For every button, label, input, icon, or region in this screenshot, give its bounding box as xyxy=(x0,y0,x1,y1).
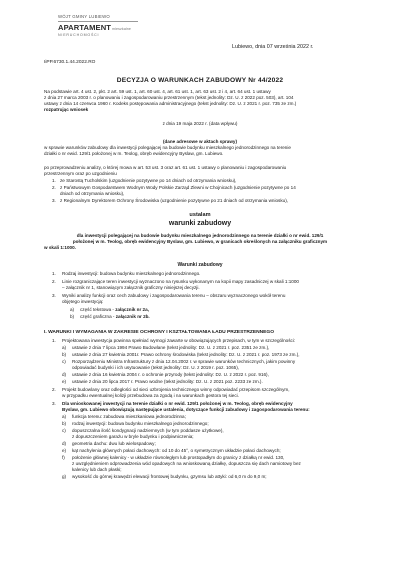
legal-basis-line: ustawy z dnia 14 czerwca 1960 r. Kodeks postępowania administracyjnego (tekst jednolity: Dz. U. z 2021 r. poz. 735 ze zm.) xyxy=(44,101,297,106)
section-subitem-line: wysokość do górnej krawędzi elewacji frontowej budynku, gzymsu lub attyki: od 6,0 m do 9,0 m; xyxy=(72,474,267,479)
legal-basis-tail: rozpatrując wniosek xyxy=(44,107,89,112)
section-item-line: Byslaw, gm. Lubiewo obowiązują następujące ustalenia, dotyczące funkcji zabudowy i zagospodarowania terenu: xyxy=(62,407,310,412)
section-subitem-line: Rozporządzeniu Ministra Infrastruktury z dnia 12.04.2002 r. w sprawie warunków technicznych, jakim powinny xyxy=(72,359,296,364)
conditions-heading: Warunki zabudowy xyxy=(177,262,223,268)
section-subitem-letter: b) xyxy=(62,421,67,426)
section-subitem-line: odpowiadać budynki i ich usytuowanie (tekst jednolity: Dz. U. z 2019 r. poz. 1065), xyxy=(72,365,239,370)
condition-subitem-attachment: załącznik nr 2a, xyxy=(115,307,149,312)
section-subitem-line: dopuszczalna ilość kondygnacji nadziemnych (w tym poddasze użytkowe), xyxy=(72,428,224,433)
section-subitem-letter: a) xyxy=(62,345,67,350)
section-subitem-line: z dopuszczeniem garażu w bryle budynku i podpiwniczenia; xyxy=(72,434,194,439)
condition-subitem-attachment: załącznik nr 2b. xyxy=(115,314,150,319)
section-subitem-letter: e) xyxy=(62,379,67,384)
section-i-heading: I. WARUNKI I WYMAGANIA W ZAKRESIE OCHRONY I KSZTAŁTOWANIA ŁADU PRZESTRZENNEGO xyxy=(44,330,275,335)
section-subitem-line: z uwzględnieniem odprowadzenia wód opadowych na wnioskowaną działkę, dopuszcza się dach namiotowy bez xyxy=(72,461,301,466)
agreement-line: ze Starostą Tucholskim (uzgodnienie pozytywne po 14 dniach od otrzymania wniosku), xyxy=(60,178,237,183)
procedure-line: po przeprowadzeniu analizy, o której mowa w art. 53 ust. 3 oraz art. 61 ust. 1 ustawy o planowaniu i zagospodarowaniu xyxy=(44,165,287,170)
condition-line: – załącznik nr 1, stanowiącym załącznik graficzny niniejszej decyzji. xyxy=(62,285,200,290)
section-item-line: Dla wnioskowanej inwestycji na terenie działki o nr ewid. 129/1 położonej w m. Teolog, obręb ewidencyjny xyxy=(62,401,293,406)
section-subitem-line: ustawie z dnia 7 lipca 1994 Prawo Budowlane (tekst jednolity: Dz. U. z 2021 r. poz. 2351 ze zm.), xyxy=(72,345,270,350)
agreement-number: 3. xyxy=(52,198,56,203)
section-subitem-line: ustawie z dnia 27 kwietnia 2001r. Prawo ochrony środowiska (tekst jednolity: Dz. U. z 2021 r. poz. 1973 ze zm.), xyxy=(72,352,300,357)
section-subitem-line: położenie głównej kalenicy - w układzie równoległym lub prostopadłym do granicy z działką nr ewid. 130, xyxy=(72,455,285,460)
section-subitem-line: kalenicy lub dach płaski; xyxy=(72,467,122,472)
condition-line: objętego inwestycją: xyxy=(62,299,104,304)
subject-line: w skali 1:1000. xyxy=(44,245,76,250)
condition-number: 3. xyxy=(52,293,56,298)
subject-line: dla inwestycji polegającej na budowie budynku mieszkalnego jednorodzinnego na terenie działki o nr ewid. 129/1 xyxy=(76,233,324,238)
section-subitem-letter: c) xyxy=(62,359,66,364)
section-subitem-letter: e) xyxy=(62,448,67,453)
stamp-divider xyxy=(58,21,138,22)
legal-basis-line: Na podstawie art. 4 ust. 2, pkt. 2 art. 59 ust. 1, art. 60 ust. 4, art. 61 ust. 1, art. 63 ust. 2 i 4, art. 64 ust. 1 ustawy xyxy=(44,89,271,94)
condition-subitem-text: część graficzna - xyxy=(80,314,116,319)
agreement-line: dniach od otrzymania wniosku), xyxy=(60,191,125,196)
agreement-number: 1. xyxy=(52,178,56,183)
section-item-line: Projektowana inwestycja powinna spełniać wymogi zawarte w obowiązujących przepisach, w tym w szczególności: xyxy=(62,338,296,343)
applicant-line: w sprawie warunków zabudowy dla inwestycji polegającej na budowie budynku mieszkalnego jednorodzinnego na terenie xyxy=(44,145,291,150)
decision-title: DECYZJA O WARUNKACH ZABUDOWY Nr 44/2022 xyxy=(116,77,284,84)
stamp-line-3: NIERUCHOMOŚCI xyxy=(58,33,100,37)
section-subitem-line: kąt nachylenia głównych połaci dachowych: od 10 do 45°, o symetrycznym układzie połaci dachowych; xyxy=(72,448,281,453)
section-subitem-line: ustawie z dnia 20 lipca 2017 r. Prawo wodne (tekst jednolity: Dz. U. z 2021 poz. 2233 ze zm.). xyxy=(72,379,263,384)
section-subitem-letter: b) xyxy=(62,352,67,357)
section-subitem-line: geometria dachu: dwu lub wielospadowy; xyxy=(72,441,156,446)
agreement-line: z Regionalnym Dyrektorem Ochrony Środowiska (uzgodnienie pozytywne po 21 dniach od otrzymania wniosku), xyxy=(60,198,289,203)
section-subitem-letter: d) xyxy=(62,372,67,377)
condition-subitem-letter: b) xyxy=(70,314,75,319)
section-item-number: 1. xyxy=(52,338,56,343)
condition-subitem-letter: a) xyxy=(70,307,75,312)
stamp-suffix: mieszkalne xyxy=(112,27,132,31)
applicant-line: działki o nr ewid. 129/1 położonej w m. Teolog, obręb ewidencyjny Byslaw, gm. Lubiewo. xyxy=(44,151,224,156)
condition-line: Linie rozgraniczające teren inwestycji wyznaczono na rysunku wykonanym na kopii mapy zasadniczej w skali 1:1000 xyxy=(62,279,299,284)
section-item-number: 3. xyxy=(52,401,56,406)
office-stamp xyxy=(58,14,138,40)
applicant-heading: (dane adresowe w aktach sprawy) xyxy=(162,139,238,144)
establish-subheading: warunki zabudowy xyxy=(168,220,232,227)
stamp-main-word: APARTAMENT xyxy=(58,23,112,32)
establish-heading: ustalam xyxy=(189,212,211,218)
condition-number: 1. xyxy=(52,271,56,276)
section-subitem-line: funkcja terenu: zabudowa mieszkaniowa jednorodzinna; xyxy=(72,414,186,419)
condition-subitem xyxy=(80,307,149,313)
condition-subitem-text: część tekstowa - xyxy=(80,307,116,312)
section-subitem-line: rodzaj inwestycji: budowa budynku mieszkalnego jednorodzinnego; xyxy=(72,421,209,426)
section-subitem-letter: d) xyxy=(62,441,67,446)
section-item-line: Projekt budowlany oraz odległości od sieci uzbrojenia technicznego winny odpowiadać przepisom szczególnym, xyxy=(62,387,290,392)
application-date: z dnia 19 maja 2022 r. (data wpływu) xyxy=(162,121,238,126)
subject-line: położonej w m. Teolog, obręb ewidencyjny Byslaw, gm. Lubiewo, w granicach określonych na załączniku graficznym xyxy=(72,239,328,244)
section-item-number: 2. xyxy=(52,387,56,392)
reference-number: IiPP.6730.1.44.2022.RO xyxy=(44,60,96,65)
section-subitem-letter: a) xyxy=(62,414,67,419)
section-subitem-letter: c) xyxy=(62,428,66,433)
location-date: Lubiewo, dnia 07 września 2022 r. xyxy=(232,44,314,50)
condition-subitem xyxy=(80,314,150,320)
procedure-line: przestrzennym oraz po uzgodnieniu xyxy=(44,171,117,176)
condition-number: 2. xyxy=(52,279,56,284)
stamp-line-2 xyxy=(58,23,131,32)
agreement-line: z Państwowym Gospodarstwem Wodnym Wody Polskie Zarząd Zlewni w Chojnicach (uzgodnienie pozytywne po 14 xyxy=(60,185,296,190)
section-subitem-letter: f) xyxy=(62,455,65,460)
condition-line: Rodzaj inwestycji: budowa budynku mieszkalnego jednorodzinnego. xyxy=(62,271,201,276)
legal-basis-line: z dnia 27 marca 2003 r. o planowaniu i zagospodarowaniu przestrzennym (tekst jednolity: Dz. U. z 2022 poz. 503), art. 104 xyxy=(44,95,294,100)
stamp-line-1: WÓJT GMINY LUBIEWO xyxy=(58,14,110,19)
agreement-number: 2. xyxy=(52,185,56,190)
condition-line: Wyniki analizy funkcji oraz cech zabudowy i zagospodarowania terenu – obszaru wyznaczonego wokół terenu xyxy=(62,293,286,298)
section-subitem-letter: g) xyxy=(62,474,67,479)
section-item-line: w przypadku ewentualnej kolizji przebudowa za zgodą i na warunkach gestora tej sieci. xyxy=(62,393,239,398)
section-subitem-line: ustawie z dnia 16 kwietnia 2004 r. o ochronie przyrody (tekst jednolity: Dz. U. z 2022 r. poz. 916), xyxy=(72,372,269,377)
